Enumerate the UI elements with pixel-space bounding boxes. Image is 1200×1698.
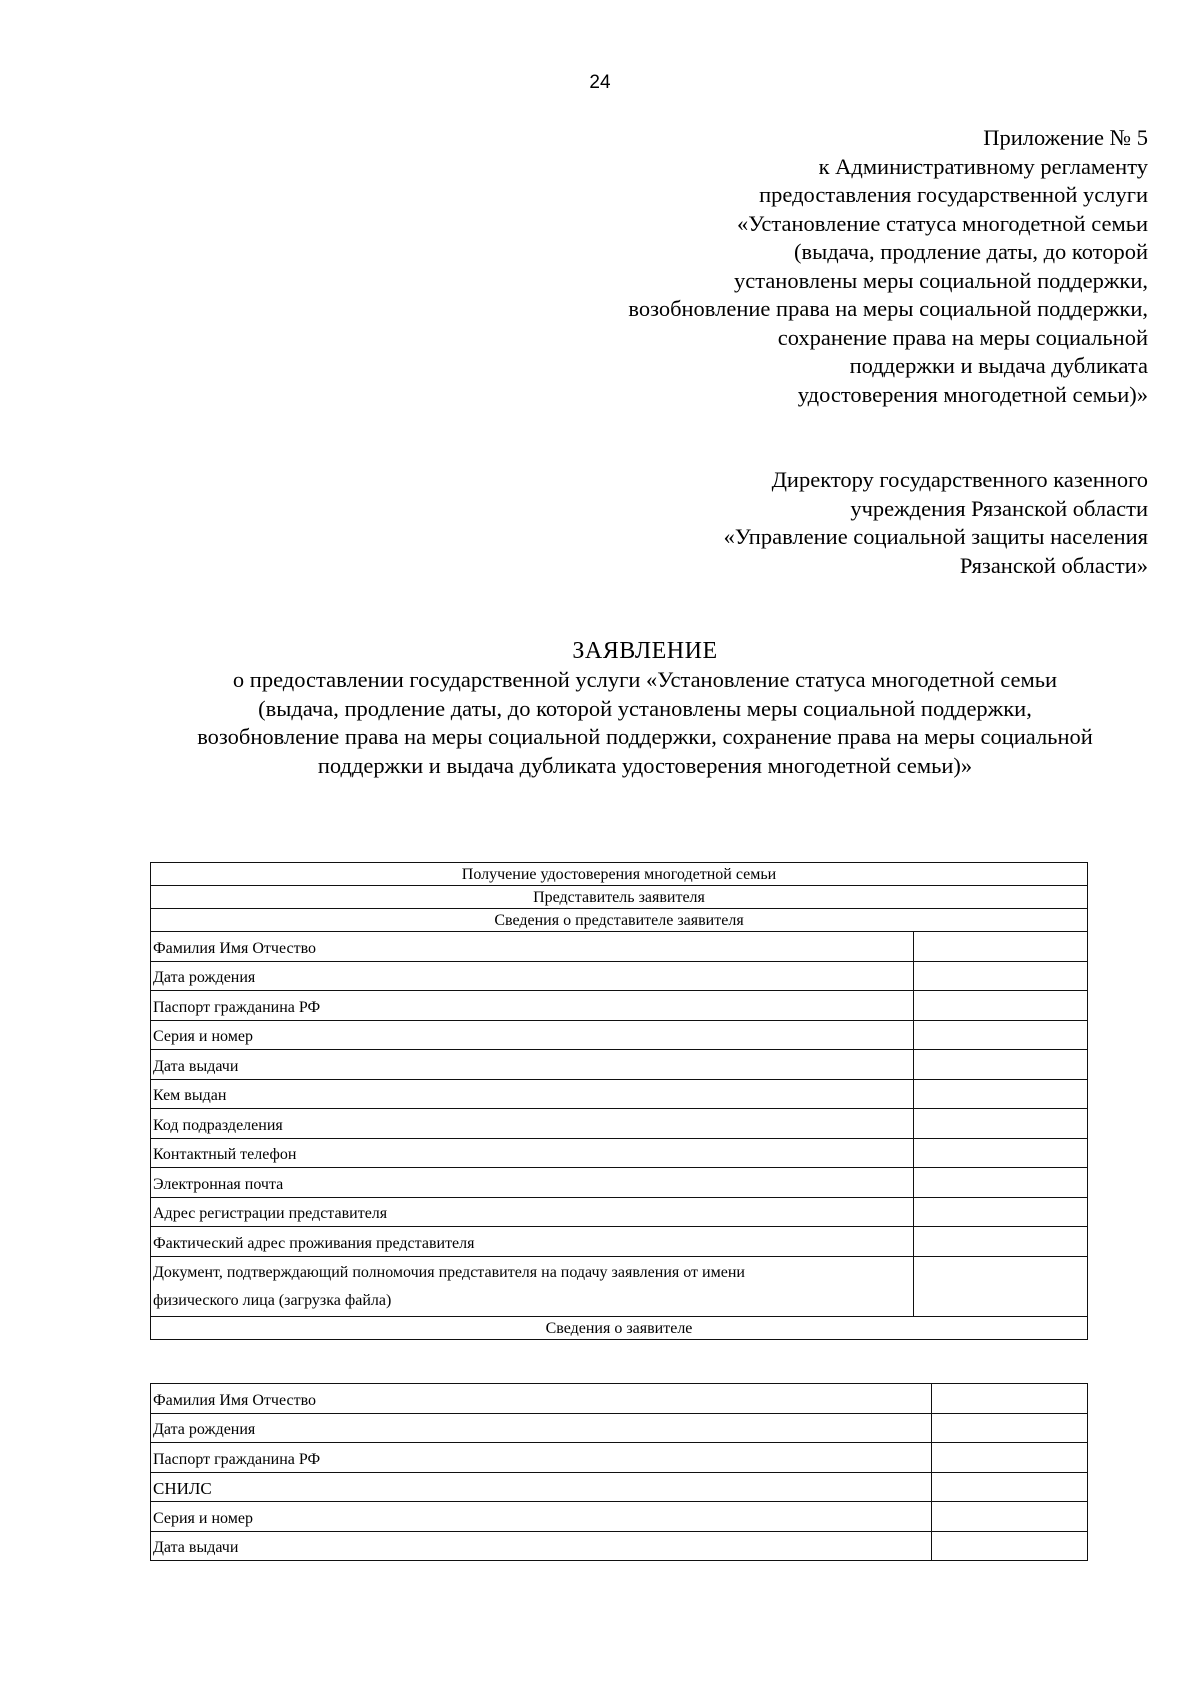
appendix-line: к Административному регламенту (818, 153, 1148, 179)
field-input-full-name[interactable] (914, 932, 1088, 962)
field-label-division-code: Код подразделения (151, 1109, 914, 1139)
applicant-input-snils[interactable] (932, 1472, 1088, 1502)
addressee-line: учреждения Рязанской области (850, 495, 1148, 521)
table-row (151, 1138, 1088, 1168)
field-input-series-number[interactable] (914, 1020, 1088, 1050)
appendix-line: удостоверения многодетной семьи)» (797, 381, 1148, 407)
field-label-passport: Паспорт гражданина РФ (151, 991, 914, 1021)
table-row (151, 1109, 1088, 1139)
field-input-registration-address[interactable] (914, 1197, 1088, 1227)
table-row (151, 909, 1088, 932)
appendix-line: Приложение № 5 (983, 125, 1148, 150)
field-label-authority-document (151, 1256, 914, 1316)
table-row (151, 886, 1088, 909)
appendix-line: (выдача, продление даты, до которой (793, 239, 1148, 264)
table-row (151, 1256, 1088, 1316)
field-label-issue-date: Дата выдачи (151, 1050, 914, 1080)
table-row (151, 1316, 1088, 1339)
field-input-birth-date[interactable] (914, 961, 1088, 991)
field-input-email[interactable] (914, 1168, 1088, 1198)
table-row (151, 961, 1088, 991)
heading-line: возобновление права на меры социальной поддержки, сохранение права на меры социальной (197, 724, 1093, 749)
appendix-line: сохранение права на меры социальной (777, 324, 1148, 350)
appendix-line: предоставления государственной услуги (759, 182, 1148, 207)
table-row (151, 1050, 1088, 1080)
table-row (151, 932, 1088, 962)
field-label-actual-address: Фактический адрес проживания представителя (151, 1227, 914, 1257)
applicant-input-birth-date[interactable] (932, 1413, 1088, 1443)
authority-document-line: физического лица (загрузка файла) (153, 1291, 392, 1309)
applicant-label-passport: Паспорт гражданина РФ (151, 1443, 932, 1473)
applicant-input-issue-date[interactable] (932, 1531, 1088, 1561)
document-title: ЗАЯВЛЕНИЕ (572, 638, 718, 664)
applicant-label-series-number: Серия и номер (151, 1502, 932, 1532)
table-row (151, 1472, 1088, 1502)
addressee-line: «Управление социальной защиты населения (723, 524, 1148, 549)
appendix-line: возобновление права на меры социальной поддержки, (628, 296, 1148, 321)
representative-title: Представитель заявителя (151, 886, 1088, 909)
field-input-issued-by[interactable] (914, 1079, 1088, 1109)
representative-form-table (150, 862, 1088, 1340)
appendix-reference (628, 124, 1148, 409)
field-input-actual-address[interactable] (914, 1227, 1088, 1257)
appendix-line: поддержки и выдача дубликата (849, 353, 1148, 378)
section-title: Получение удостоверения многодетной семьи (151, 863, 1088, 886)
applicant-form-table (150, 1383, 1088, 1561)
table-row (151, 1413, 1088, 1443)
field-label-series-number: Серия и номер (151, 1020, 914, 1050)
table-row (151, 1443, 1088, 1473)
table-row (151, 1079, 1088, 1109)
field-label-registration-address: Адрес регистрации представителя (151, 1197, 914, 1227)
addressee-line: Директору государственного казенного (771, 467, 1148, 492)
representative-info-title: Сведения о представителе заявителя (151, 909, 1088, 932)
heading-line: о предоставлении государственной услуги «Установление статуса многодетной семьи (232, 667, 1058, 692)
field-label-full-name: Фамилия Имя Отчество (151, 932, 914, 962)
field-label-issued-by: Кем выдан (151, 1079, 914, 1109)
table-row (151, 1020, 1088, 1050)
applicant-label-snils: СНИЛС (151, 1472, 932, 1502)
table-row (151, 1197, 1088, 1227)
table-row (151, 863, 1088, 886)
applicant-input-full-name[interactable] (932, 1384, 1088, 1414)
field-label-email: Электронная почта (151, 1168, 914, 1198)
addressee-block (724, 466, 1148, 580)
applicant-info-title: Сведения о заявителе (151, 1316, 1088, 1339)
field-label-phone: Контактный телефон (151, 1138, 914, 1168)
applicant-input-passport[interactable] (932, 1443, 1088, 1473)
field-input-passport[interactable] (914, 991, 1088, 1021)
application-heading (0, 636, 1200, 780)
table-row (151, 1502, 1088, 1532)
table-row (151, 1168, 1088, 1198)
page-number: 24 (589, 72, 611, 93)
table-row (151, 1531, 1088, 1561)
field-input-division-code[interactable] (914, 1109, 1088, 1139)
field-input-phone[interactable] (914, 1138, 1088, 1168)
table-row (151, 991, 1088, 1021)
applicant-input-series-number[interactable] (932, 1502, 1088, 1532)
appendix-line: установлены меры социальной поддержки, (733, 267, 1148, 293)
field-label-birth-date: Дата рождения (151, 961, 914, 991)
heading-line: поддержки и выдача дубликата удостоверения многодетной семьи)» (317, 752, 973, 778)
table-row (151, 1384, 1088, 1414)
applicant-label-full-name: Фамилия Имя Отчество (151, 1384, 932, 1414)
applicant-label-birth-date: Дата рождения (151, 1413, 932, 1443)
applicant-label-issue-date: Дата выдачи (151, 1531, 932, 1561)
table-row (151, 1227, 1088, 1257)
authority-document-line: Документ, подтверждающий полномочия представителя на подачу заявления от имени (153, 1263, 745, 1281)
heading-line: (выдача, продление даты, до которой установлены меры социальной поддержки, (258, 695, 1032, 721)
appendix-line: «Установление статуса многодетной семьи (736, 210, 1148, 236)
file-upload-field[interactable] (914, 1256, 1088, 1316)
field-input-issue-date[interactable] (914, 1050, 1088, 1080)
addressee-line: Рязанской области» (959, 552, 1148, 578)
